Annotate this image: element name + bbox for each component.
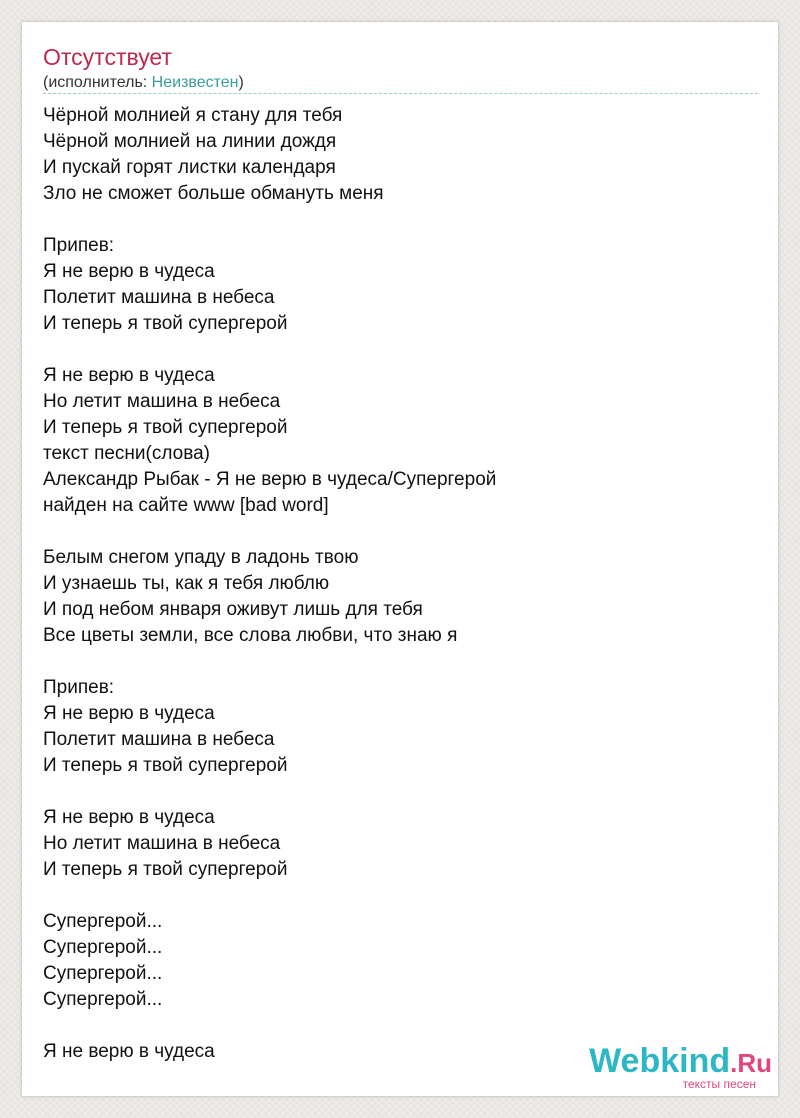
lyric-line: Припев:	[43, 677, 115, 698]
lyric-line: Супергерой...	[43, 911, 163, 932]
watermark-logo	[589, 1042, 772, 1082]
song-title: Отсутствует	[43, 44, 172, 70]
watermark-tld: .Ru	[730, 1048, 772, 1078]
lyric-line: Я не верю в чудеса	[43, 807, 215, 828]
lyric-blank-line	[43, 1013, 496, 1039]
lyric-line: найден на сайте www [bad word]	[43, 495, 329, 516]
lyric-line: Припев:	[43, 235, 115, 256]
lyric-line: Супергерой...	[43, 989, 163, 1010]
lyric-line: Полетит машина в небеса	[43, 729, 275, 750]
site-watermark	[572, 1042, 772, 1090]
lyric-line: И теперь я твой супергерой	[43, 417, 288, 438]
lyric-line: Полетит машина в небеса	[43, 287, 275, 308]
lyric-line: И теперь я твой супергерой	[43, 313, 288, 334]
lyric-line: Чёрной молнией я стану для тебя	[43, 105, 343, 126]
lyric-line: Но летит машина в небеса	[43, 391, 281, 412]
lyrics-body	[43, 103, 496, 1065]
lyric-line: И узнаешь ты, как я тебя люблю	[43, 573, 330, 594]
lyric-line: Но летит машина в небеса	[43, 833, 281, 854]
lyric-line: Я не верю в чудеса	[43, 703, 215, 724]
lyric-blank-line	[43, 779, 496, 805]
lyric-line: И под небом января оживут лишь для тебя	[43, 599, 423, 620]
lyric-line: И пускай горят листки календаря	[43, 157, 336, 178]
lyric-line: Белым снегом упаду в ладонь твою	[43, 547, 359, 568]
watermark-tagline: тексты песен	[682, 1077, 756, 1091]
lyric-line: Я не верю в чудеса	[43, 365, 215, 386]
lyric-line: Александр Рыбак - Я не верю в чудеса/Супергерой	[43, 469, 497, 490]
lyric-line: Все цветы земли, все слова любви, что знаю я	[43, 625, 458, 646]
lyric-line: Я не верю в чудеса	[43, 261, 215, 282]
lyric-blank-line	[43, 337, 496, 363]
lyric-line: Супергерой...	[43, 937, 163, 958]
artist-suffix: )	[238, 74, 244, 91]
lyric-line: Зло не сможет больше обмануть меня	[43, 183, 384, 204]
lyric-line: И теперь я твой супергерой	[43, 859, 288, 880]
lyric-blank-line	[43, 207, 496, 233]
artist-line	[43, 73, 244, 93]
artist-prefix: (исполнитель:	[43, 74, 152, 91]
lyric-line: И теперь я твой супергерой	[43, 755, 288, 776]
lyrics-page	[22, 22, 778, 1096]
lyric-line: Супергерой...	[43, 963, 163, 984]
lyric-blank-line	[43, 649, 496, 675]
lyric-blank-line	[43, 519, 496, 545]
lyric-line: Я не верю в чудеса	[43, 1041, 215, 1062]
title-divider	[43, 93, 758, 94]
watermark-brand: Webkind	[589, 1042, 731, 1080]
lyric-line: текст песни(слова)	[43, 443, 210, 464]
lyric-blank-line	[43, 883, 496, 909]
artist-link[interactable]: Неизвестен	[151, 74, 239, 91]
lyric-line: Чёрной молнией на линии дождя	[43, 131, 337, 152]
